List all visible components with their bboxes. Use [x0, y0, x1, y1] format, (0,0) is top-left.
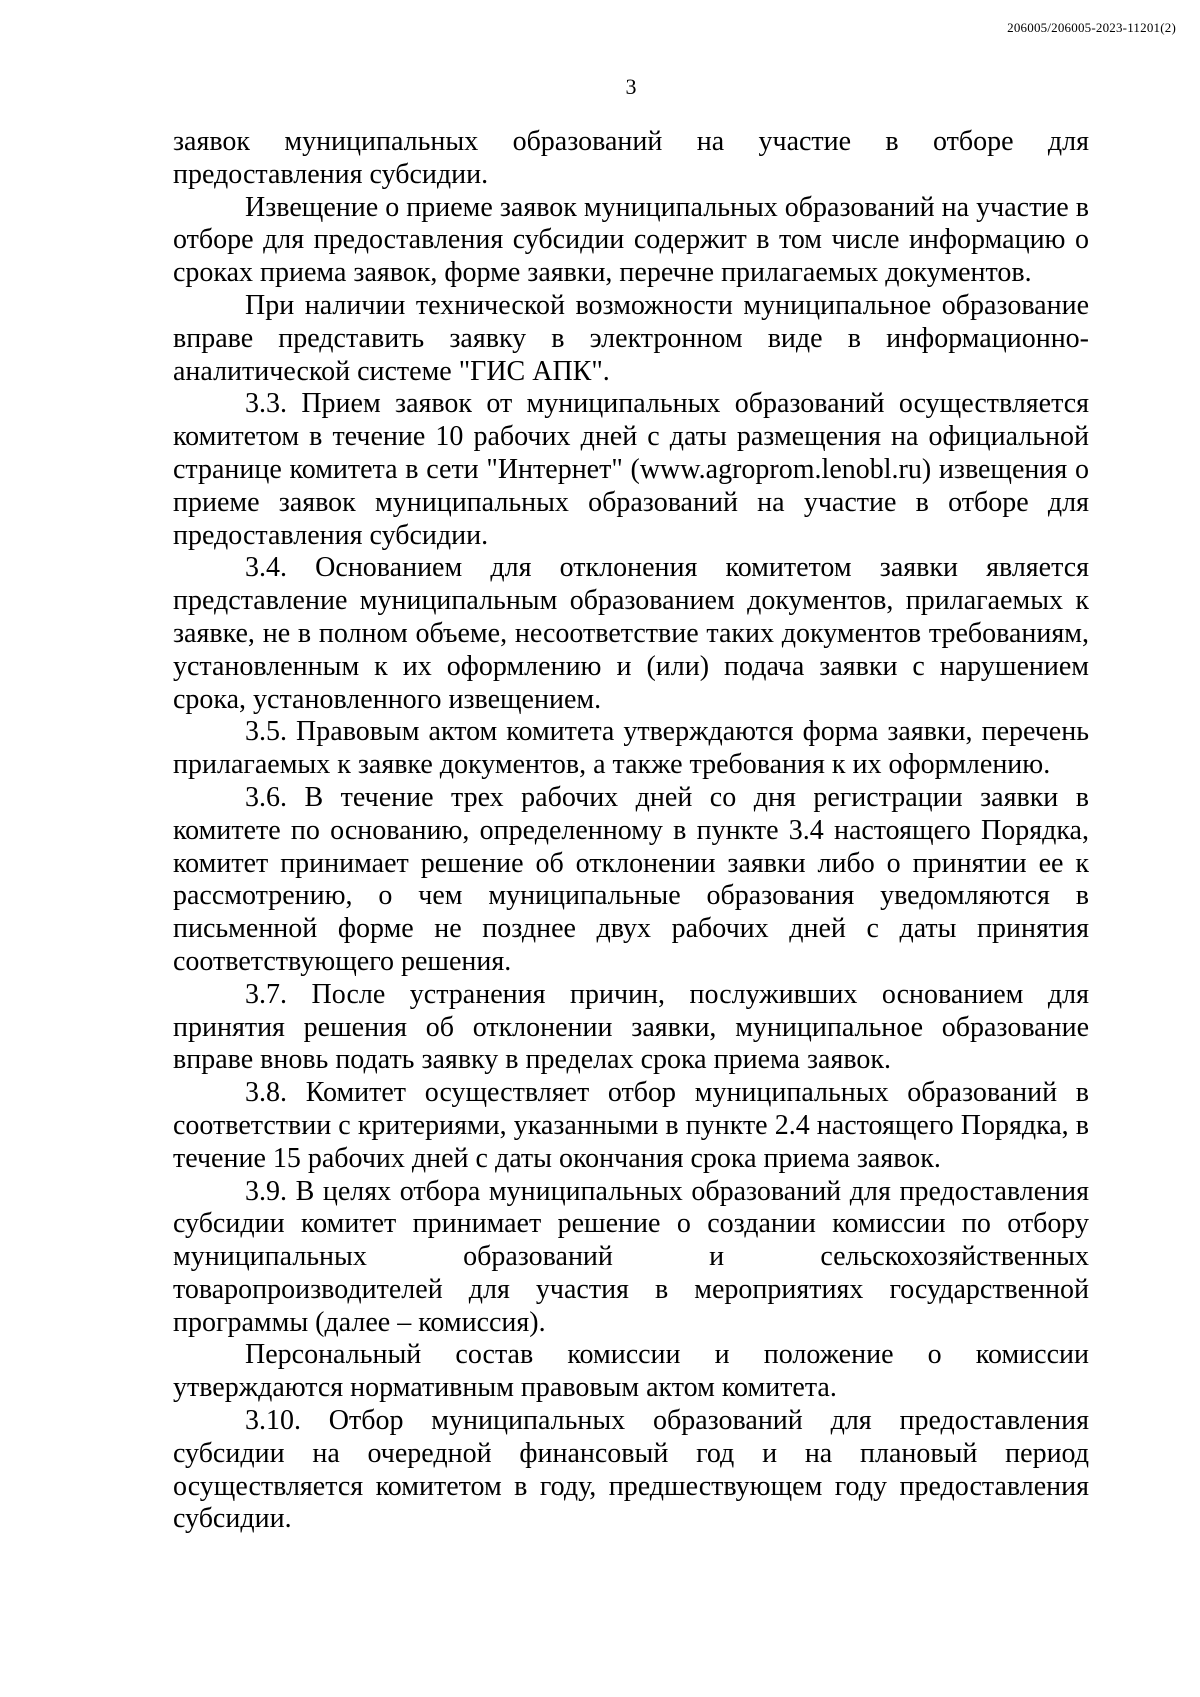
document-id: 206005/206005-2023-11201(2): [1007, 20, 1176, 35]
paragraph: При наличии технической возможности муниципальное образование вправе представить заявку в электронном виде в информационно-аналитической системе "ГИС АПК".: [173, 289, 1089, 387]
paragraph-3-9: 3.9. В целях отбора муниципальных образований для предоставления субсидии комитет принимает решение о создании комиссии по отбору муниципальных образований и сельскохозяйственных товаропроизводителей для участия в мероприятиях государственной программы (далее – комиссия).: [173, 1175, 1089, 1338]
document-body: [173, 126, 1089, 1536]
paragraph: заявок муниципальных образований на участие в отборе для предоставления субсидии.: [173, 126, 1089, 190]
paragraph-3-7: 3.7. После устранения причин, послуживших основанием для принятия решения об отклонении заявки, муниципальное образование вправе вновь подать заявку в пределах срока приема заявок.: [173, 978, 1089, 1076]
paragraph-3-10: 3.10. Отбор муниципальных образований для предоставления субсидии на очередной финансовый год и на плановый период осуществляется комитетом в году, предшествующем году предоставления субсидии.: [173, 1405, 1089, 1535]
paragraph: Персональный состав комиссии и положение о комиссии утверждаются нормативным правовым актом комитета.: [173, 1339, 1089, 1404]
page-number: 3: [625, 74, 637, 99]
paragraph-3-4: 3.4. Основанием для отклонения комитетом заявки является представление муниципальным образованием документов, прилагаемых к заявке, не в полном объеме, несоответствие таких документов требованиям, установленным к их оформлению и (или) подача заявки с нарушением срока, установленного извещением.: [173, 552, 1089, 715]
paragraph: Извещение о приеме заявок муниципальных образований на участие в отборе для предоставления субсидии содержит в том числе информацию о сроках приема заявок, форме заявки, перечне прилагаемых документов.: [173, 191, 1089, 289]
paragraph-3-3: 3.3. Прием заявок от муниципальных образований осуществляется комитетом в течение 10 рабочих дней с даты размещения на официальной странице комитета в сети "Интернет" (www.agroprom.lenobl.ru) извещения о приеме заявок муниципальных образований на участие в отборе для предоставления субсидии.: [173, 388, 1089, 551]
paragraph-3-8: 3.8. Комитет осуществляет отбор муниципальных образований в соответствии с критериями, указанными в пункте 2.4 настоящего Порядка, в течение 15 рабочих дней с даты окончания срока приема заявок.: [173, 1077, 1089, 1174]
paragraph-3-6: 3.6. В течение трех рабочих дней со дня регистрации заявки в комитете по основанию, определенному в пункте 3.4 настоящего Порядка, комитет принимает решение об отклонении заявки либо о принятии ее к рассмотрению, о чем муниципальные образования уведомляются в письменной форме не позднее двух рабочих дней с даты принятия соответствующего решения.: [173, 781, 1089, 977]
paragraph-3-5: 3.5. Правовым актом комитета утверждаются форма заявки, перечень прилагаемых к заявке документов, а также требования к их оформлению.: [173, 716, 1089, 781]
